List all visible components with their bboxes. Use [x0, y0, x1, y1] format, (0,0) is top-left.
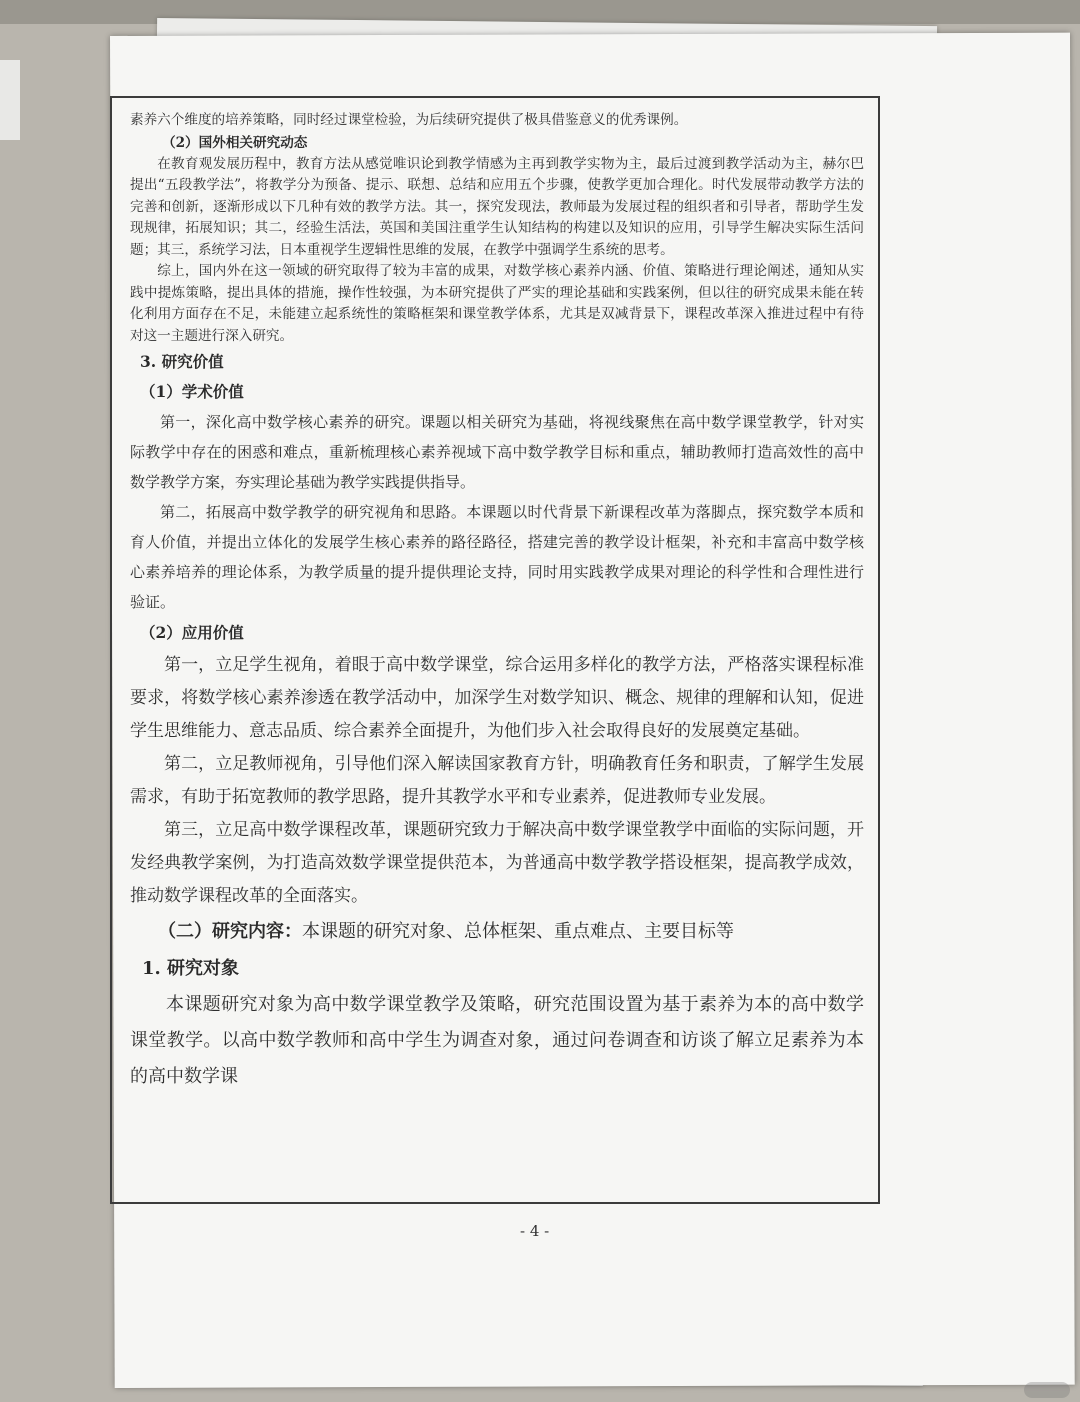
paragraph-applied-2: 第二，立足教师视角，引导他们深入解读国家教育方针，明确教育任务和职责，了解学生发展需求，有助于拓宽教师的教学思路，提升其教学水平和专业素养，促进教师专业发展。 [130, 754, 864, 807]
heading-research-content-rest: 本课题的研究对象、总体框架、重点难点、主要目标等 [302, 921, 734, 942]
paragraph-research-object: 本课题研究对象为高中数学课堂教学及策略，研究范围设置为基于素养为本的高中数学课堂教学。以高中数学教师和高中学生为调查对象，通过问卷调查和访谈了解立足素养为本的高中数学课 [130, 994, 864, 1087]
heading-applied-value: （2）应用价值 [140, 623, 244, 642]
paragraph-foreign-research: 在教育观发展历程中，教育方法从感觉唯识论到教学情感为主再到教学实物为主，最后过渡到教学活动为主，赫尔巴提出“五段教学法”，将教学分为预备、提示、联想、总结和应用五个步骤，使教学更加合理化。时代发展带动教学方法的完善和创新，逐渐形成以下几种有效的教学方法。其一，探究发现法，教师最为发展过程的组织者和引导者，帮助学生发现规律，拓展知识；其二，经验生活法，英国和美国注重学生认知结构的构建以及知识的应用，引导学生解决实际生活问题；其三，系统学习法，日本重视学生逻辑性思维的发展，在教学中强调学生系统的思考。 [130, 155, 864, 258]
intro-line: 素养六个维度的培养策略，同时经过课堂检验，为后续研究提供了极具借鉴意义的优秀课例。 [130, 112, 688, 128]
page-number: - 4 - [520, 1222, 550, 1240]
adjacent-paper [0, 60, 20, 140]
watermark-badge [1024, 1382, 1070, 1398]
heading-academic-value: （1）学术价值 [140, 382, 244, 401]
content-frame [110, 96, 880, 1204]
heading-research-object: 1. 研究对象 [142, 958, 240, 979]
paragraph-academic-1: 第一，深化高中数学核心素养的研究。课题以相关研究为基础，将视线聚焦在高中数学课堂教学，针对实际教学中存在的困惑和难点，重新梳理核心素养视域下高中数学教学目标和重点，辅助教师打造高效性的高中数学教学方案，夯实理论基础为教学实践提供指导。 [130, 413, 864, 491]
heading-research-content [130, 913, 864, 951]
paragraph-applied-1: 第一，立足学生视角，着眼于高中数学课堂，综合运用多样化的教学方法，严格落实课程标准要求，将数学核心素养渗透在教学活动中，加深学生对数学知识、概念、规律的理解和认知，促进学生思维能力、意志品质、综合素养全面提升，为他们步入社会取得良好的发展奠定基础。 [130, 655, 864, 741]
paragraph-academic-2: 第二，拓展高中数学教学的研究视角和思路。本课题以时代背景下新课程改革为落脚点，探究数学本质和育人价值，并提出立体化的发展学生核心素养的路径路径，搭建完善的教学设计框架，补充和丰富高中数学核心素养培养的理论体系，为教学质量的提升提供理论支持，同时用实践教学成果对理论的科学性和合理性进行验证。 [130, 503, 864, 611]
paragraph-summary: 综上，国内外在这一领域的研究取得了较为丰富的成果，对数学核心素养内涵、价值、策略进行理论阐述，通知从实践中提炼策略，提出具体的措施，操作性较强，为本研究提供了严实的理论基础和实践案例，但以往的研究成果未能在转化利用方面存在不足，未能建立起系统性的策略框架和课堂教学体系，尤其是双减背景下，课程改革深入推进过程中有待对这一主题进行深入研究。 [130, 263, 864, 344]
heading-research-content-bold: （二）研究内容： [158, 921, 302, 942]
paragraph-applied-3: 第三，立足高中数学课程改革，课题研究致力于解决高中数学课堂教学中面临的实际问题，开发经典教学案例，为打造高效数学课堂提供范本，为普通高中数学教学搭设框架，提高教学成效，推动数学课程改革的全面落实。 [130, 820, 864, 906]
heading-foreign-research: （2）国外相关研究动态 [162, 134, 308, 151]
heading-research-value: 3. 研究价值 [140, 352, 224, 371]
